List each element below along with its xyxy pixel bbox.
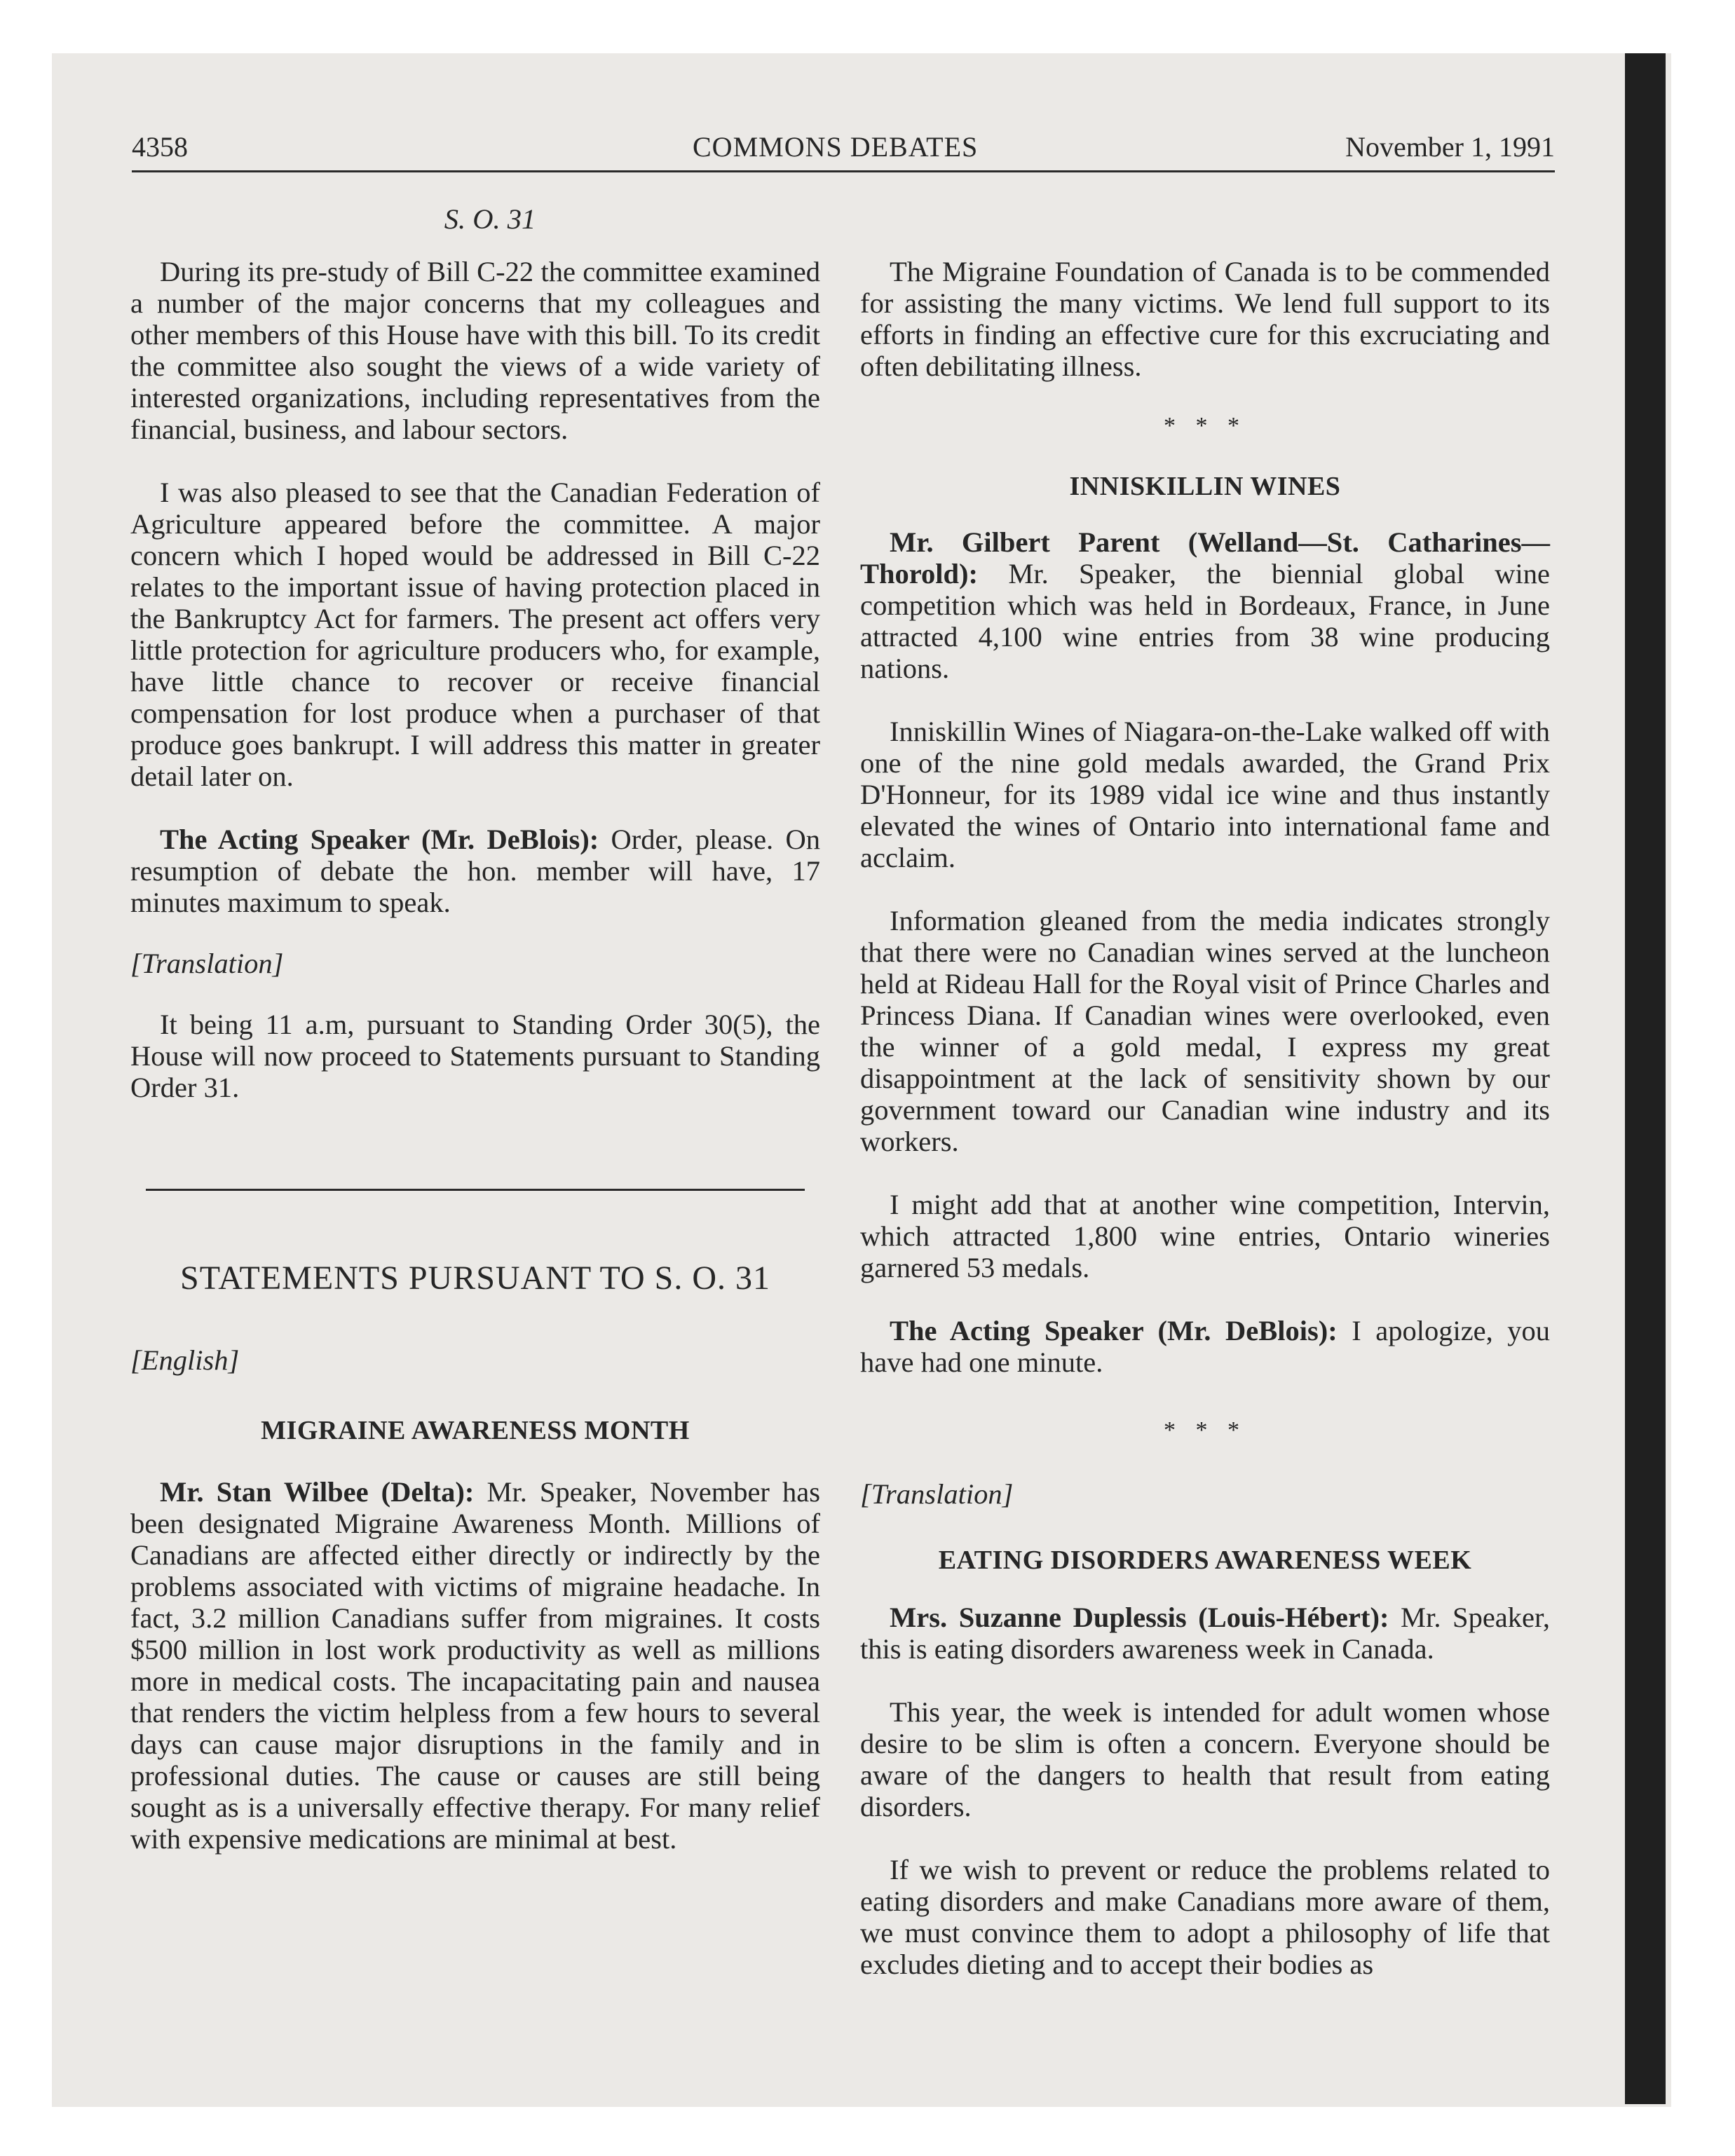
paragraph: During its pre-study of Bill C-22 the committee examined a number of the major concerns that my colleagues and other members of this House have with this bill. To its credit the committee also sought the views of a wide variety of interested organizations, including representatives from the financial, business, and labour sectors. (130, 256, 820, 445)
speaker-name: Mr. Stan Wilbee (Delta): (160, 1476, 475, 1508)
paragraph: Information gleaned from the media indicates strongly that there were no Canadian wines served at the luncheon held at Rideau Hall for the Royal visit of Prince Charles and Princess Diana. If Canadian wines were overlooked, even the winner of a gold medal, I express my great disappointment at the lack of sensitivity shown by our government toward our Canadian wine industry and its workers. (860, 905, 1550, 1157)
right-column (860, 203, 1550, 1980)
paragraph: If we wish to prevent or reduce the problems related to eating disorders and make Canadians more aware of them, we must convince them to adopt a philosophy of life that excludes dieting and to accept their bodies as (860, 1854, 1550, 1980)
header-rule (132, 170, 1555, 172)
speech-text: Mr. Speaker, this is eating disorders awareness week in Canada. (860, 1602, 1550, 1665)
speech-paragraph (130, 1476, 820, 1855)
paragraph: It being 11 a.m, pursuant to Standing Order 30(5), the House will now proceed to Statements pursuant to Standing Order 31. (130, 1009, 820, 1103)
speech-paragraph (130, 824, 820, 918)
section-divider-stars: * * * (1164, 413, 1246, 439)
speaker-name: Mrs. Suzanne Duplessis (Louis-Hébert): (890, 1602, 1389, 1633)
language-tag: [Translation] (860, 1478, 1014, 1510)
publication-date: November 1, 1991 (1345, 131, 1555, 163)
paragraph: I was also pleased to see that the Canadian Federation of Agriculture appeared before the committee. A major concern which I hoped would be addressed in Bill C-22 relates to the important issue of having protection placed in the Bankruptcy Act for farmers. The present act offers very little protection for agriculture producers who, for example, have little chance to recover or receive financial compensation for lost produce when a purchaser of that produce goes bankrupt. I will address this matter in greater detail later on. (130, 477, 820, 792)
speech-paragraph (860, 1602, 1550, 1665)
page-header (132, 130, 1555, 172)
paragraph: Inniskillin Wines of Niagara-on-the-Lake walked off with one of the nine gold medals awarded, the Grand Prix D'Honneur, for its 1989 vidal ice wine and thus instantly elevated the wines of Ontario into international fame and acclaim. (860, 716, 1550, 873)
paragraph: This year, the week is intended for adult women whose desire to be slim is often a concern. Everyone should be aware of the dangers to health that result from eating disorders. (860, 1696, 1550, 1822)
statement-heading: MIGRAINE AWARENESS MONTH (261, 1416, 690, 1445)
speech-text: I apologize, you have had one minute. (860, 1315, 1551, 1378)
section-divider-stars: * * * (1164, 1417, 1246, 1443)
speech-paragraph (860, 1315, 1550, 1378)
paragraph: The Migraine Foundation of Canada is to be commended for assisting the many victims. We lend full support to its efforts in finding an effective cure for this excruciating and often debilitating illness. (860, 256, 1550, 382)
page-number: 4358 (132, 131, 188, 163)
speaker-name: The Acting Speaker (Mr. DeBlois): (890, 1315, 1338, 1346)
speech-paragraph (860, 526, 1550, 684)
section-title: STATEMENTS PURSUANT TO S. O. 31 (180, 1260, 770, 1297)
publication-title: COMMONS DEBATES (693, 131, 979, 163)
speech-text: Order, please. On resumption of debate the hon. member will have, 17 minutes maximum to speak. (130, 824, 821, 918)
speaker-name: Mr. Gilbert Parent (Welland—St. Catharines—Thorold): (860, 526, 1550, 589)
statement-heading: EATING DISORDERS AWARENESS WEEK (938, 1546, 1472, 1575)
speech-text: Mr. Speaker, the biennial global wine competition which was held in Bordeaux, France, in June attracted 4,100 wine entries from 38 wine producing nations. (860, 558, 1550, 684)
speaker-name: The Acting Speaker (Mr. DeBlois): (160, 824, 599, 855)
language-tag: [Translation] (130, 948, 284, 979)
left-column (130, 203, 820, 1855)
paragraph: I might add that at another wine competition, Intervin, which attracted 1,800 wine entries, Ontario wineries garnered 53 medals. (860, 1189, 1550, 1283)
statement-heading: INNISKILLIN WINES (1069, 472, 1341, 501)
language-tag: [English] (130, 1344, 240, 1376)
scan-edge-shadow (1625, 53, 1666, 2104)
speech-text: Mr. Speaker, November has been designated Migraine Awareness Month. Millions of Canadians are affected either directly or indirectly by the problems associated with victims of migraine headache. In fact, 3.2 million Canadians suffer from migraines. It costs $500 million in lost work productivity as well as millions more in medical costs. The incapacitating pain and nausea that renders the victim helpless from a few hours to several days can cause major disruptions in the family and in professional duties. The cause or causes are still being sought as is a universally effective therapy. For many relief with expensive medications are minimal at best. (130, 1476, 820, 1855)
section-tag: S. O. 31 (444, 203, 536, 235)
